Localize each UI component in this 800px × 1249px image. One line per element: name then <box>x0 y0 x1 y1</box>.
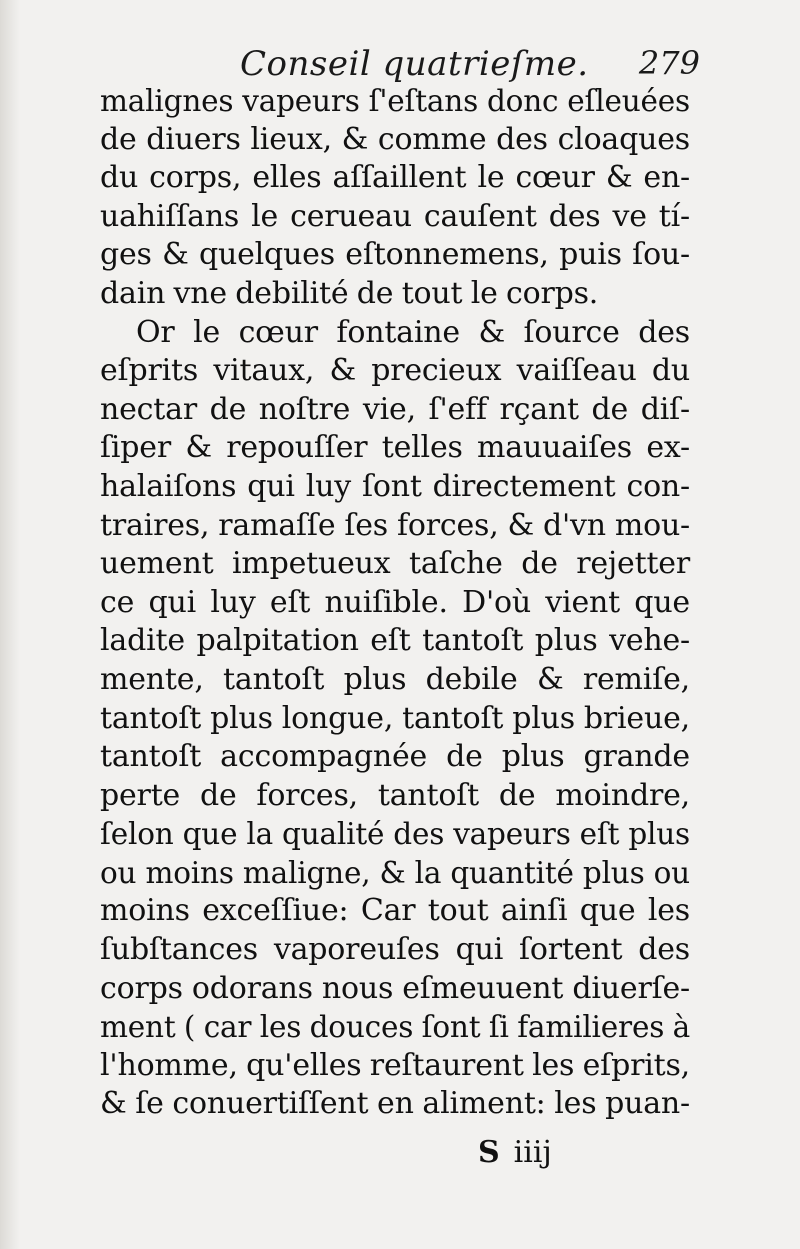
running-head: Conseil quatrieſme. <box>240 44 589 84</box>
text-line: ou moins maligne, & la quantité plus ou <box>100 855 690 890</box>
text-line: dain vne debilité de tout le corps. <box>100 275 599 311</box>
text-line: malignes vapeurs ſ'eſtans donc eſleuées <box>100 84 690 118</box>
text-line: perte de forces, tantoſt de moindre, <box>100 777 690 813</box>
text-line: ment ( car les douces ſont ſi familieres à <box>100 1010 690 1045</box>
signature-letter: S <box>478 1135 500 1170</box>
text-line: eſprits vitaux, & precieux vaiſſeau du <box>100 353 690 389</box>
text-line: ges & quelques eſtonnemens, puis ſou- <box>100 237 690 273</box>
text-line: nectar de noſtre vie, ſ'eff rçant de diſ- <box>100 391 690 427</box>
text-line: halaiſons qui luy ſont directement con- <box>100 468 690 504</box>
text-line: ladite palpitation eſt tantoſt plus vehe- <box>100 623 690 659</box>
text-line: corps odorans nous eſmeuuent diuerſe- <box>100 970 690 1006</box>
body-text <box>100 82 690 1124</box>
text-line: du corps, elles aſſaillent le cœur & en- <box>100 160 690 196</box>
paragraph-start-line: Or le cœur fontaine & ſource des <box>136 314 690 350</box>
text-line: tantoſt accompagnée de plus grande <box>100 739 690 775</box>
signature-mark <box>478 1135 552 1170</box>
page-number: 279 <box>638 44 700 82</box>
signature-numeral: iiij <box>513 1135 552 1170</box>
text-line: de diuers lieux, & comme des cloaques <box>100 121 690 157</box>
text-line: ce qui luy eſt nuiſible. D'où vient que <box>100 584 690 620</box>
text-line: ſelon que la qualité des vapeurs eſt plus <box>100 817 690 852</box>
text-line: l'homme, qu'elles reſtaurent les eſprits, <box>100 1047 690 1083</box>
text-line: mente, tantoſt plus debile & remiſe, <box>100 661 690 697</box>
text-line: tantoſt plus longue, tantoſt plus brieue, <box>100 700 690 736</box>
text-line: ſubſtances vaporeuſes qui ſortent des <box>100 932 690 968</box>
text-line: uement impetueux taſche de rejetter <box>100 546 690 582</box>
text-line: uahiſſans le cerueau cauſent des ve tí- <box>100 198 690 234</box>
text-line: traires, ramaſſe ſes forces, & d'vn mou- <box>100 507 690 543</box>
page-edge-shadow <box>0 0 20 1249</box>
text-line: ſiper & repouſſer telles mauuaiſes ex- <box>100 430 690 466</box>
text-line: moins exceſſiue: Car tout ainſi que les <box>100 893 690 929</box>
text-line: & ſe conuertiſſent en aliment: les puan- <box>100 1086 690 1122</box>
